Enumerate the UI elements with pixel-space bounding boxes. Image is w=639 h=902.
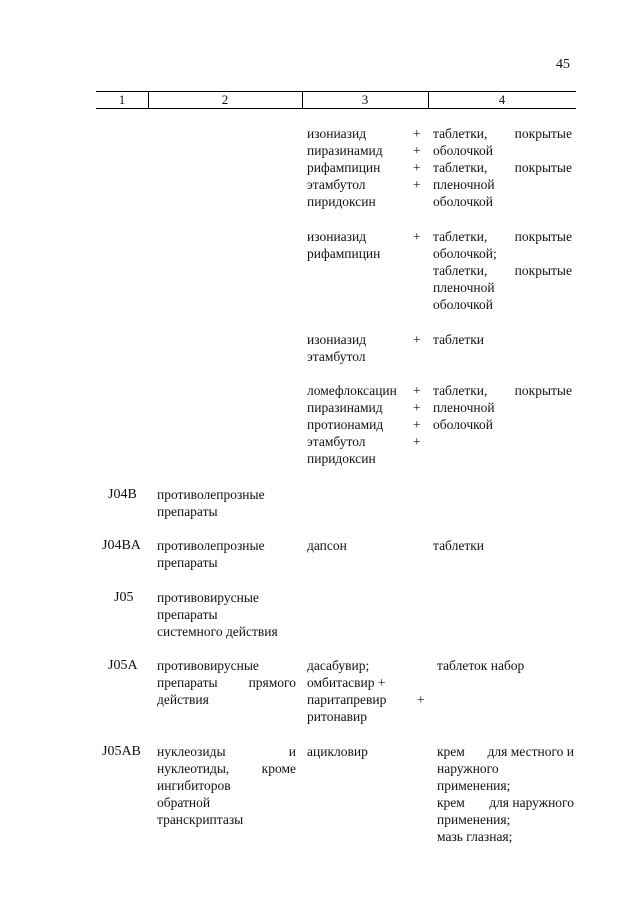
dosage-form-word: покрытые [514, 160, 572, 175]
plus-sign: + [417, 692, 425, 707]
group-name-word: прямого [248, 675, 296, 690]
dosage-form-word: таблетки, [433, 383, 488, 398]
dosage-form-line [433, 382, 572, 399]
substance-name: дасабувир; [307, 658, 370, 673]
dosage-form-word: покрытые [514, 263, 572, 278]
dosage-form-word: таблетки, [433, 126, 488, 141]
substance-name: дапсон [307, 538, 347, 553]
dosage-form-line: оболочкой [433, 194, 493, 209]
dosage-form-line: пленочной [433, 400, 495, 415]
substance-name: пиразинамид [307, 143, 383, 158]
plus-sign: + [413, 383, 421, 398]
group-name-line: транскриптазы [157, 812, 244, 827]
group-name-line: противолепрозные [157, 538, 265, 553]
dosage-form-word: покрытые [514, 383, 572, 398]
group-name-word: нуклеотиды, [157, 761, 230, 776]
plus-sign: + [413, 177, 421, 192]
dosage-form-line: применения; [437, 812, 511, 827]
dosage-form-line: таблетки [433, 538, 485, 553]
dosage-form-word: покрытые [514, 229, 572, 244]
dosage-form-line: пленочной [433, 280, 495, 295]
substance-name: этамбутол [307, 177, 366, 192]
substance-name: изониазид [307, 332, 367, 347]
dosage-form-word: таблетки, [433, 160, 488, 175]
group-name-line [157, 760, 296, 777]
dosage-form-line: таблеток набор [437, 658, 525, 673]
dosage-form-word: таблетки, [433, 229, 488, 244]
dosage-form-line: оболочкой [433, 417, 493, 432]
dosage-form-line [433, 159, 572, 176]
dosage-form-line [433, 125, 572, 142]
group-name-line: препараты [157, 504, 218, 519]
dosage-form-line [437, 743, 574, 760]
atc-code: J05A [108, 658, 138, 673]
group-name-line [157, 674, 296, 691]
group-name-line [157, 743, 296, 760]
dosage-form-line [433, 262, 572, 279]
group-name-word: и [288, 744, 296, 759]
header-col-2: 2 [221, 92, 229, 107]
substance-name: изониазид [307, 229, 367, 244]
group-name-word: нуклеозиды [157, 744, 226, 759]
plus-sign: + [413, 332, 421, 347]
dosage-form-line [433, 228, 572, 245]
dosage-form-line: пленочной [433, 177, 495, 192]
dosage-form-line: применения; [437, 778, 511, 793]
dosage-form-line: наружного [437, 761, 499, 776]
group-name-line: ингибиторов [157, 778, 231, 793]
group-name-word: кроме [261, 761, 296, 776]
substance-name: этамбутол [307, 434, 366, 449]
dosage-form-word: крем [437, 795, 465, 810]
dosage-form-line: оболочкой [433, 297, 493, 312]
dosage-form-word: покрытые [514, 126, 572, 141]
substance-name: омбитасвир + [307, 675, 386, 690]
group-name-word: препараты [157, 675, 218, 690]
dosage-form-line: оболочкой [433, 143, 493, 158]
group-name-line: действия [157, 692, 209, 707]
plus-sign: + [413, 160, 421, 175]
substance-name: рифампицин [307, 246, 381, 261]
atc-code: J04BA [102, 538, 141, 553]
dosage-form-word: крем [437, 744, 465, 759]
plus-sign: + [413, 126, 421, 141]
group-name-line: противолепрозные [157, 487, 265, 502]
dosage-form-word: для местного и [487, 744, 574, 759]
atc-code: J04B [108, 487, 137, 502]
group-name-line: препараты [157, 607, 218, 622]
substance-name: пиридоксин [307, 194, 376, 209]
dosage-form-line: оболочкой; [433, 246, 497, 261]
page-number: 45 [556, 57, 570, 72]
group-name-line: противовирусные [157, 658, 259, 673]
dosage-form-line: таблетки [433, 332, 485, 347]
atc-code: J05 [114, 590, 134, 605]
substance-name: протионамид [307, 417, 384, 432]
dosage-form-line: мазь глазная; [437, 829, 513, 844]
group-name-line: обратной [157, 795, 211, 810]
substance-name: этамбутол [307, 349, 366, 364]
substance-name: ацикловир [307, 744, 368, 759]
plus-sign: + [413, 417, 421, 432]
plus-sign: + [413, 434, 421, 449]
header-col-3: 3 [361, 92, 369, 107]
substance-name: пиридоксин [307, 451, 376, 466]
substance-name: изониазид [307, 126, 367, 141]
plus-sign: + [413, 229, 421, 244]
plus-sign: + [413, 400, 421, 415]
substance-name: паритапревир [307, 692, 387, 707]
substance-name: рифампицин [307, 160, 381, 175]
plus-sign: + [413, 143, 421, 158]
header-col-4: 4 [498, 92, 506, 107]
dosage-form-line [437, 794, 574, 811]
dosage-form-word: для наружного [489, 795, 574, 810]
substance-name: ритонавир [307, 709, 368, 724]
dosage-form-word: таблетки, [433, 263, 488, 278]
group-name-line: противовирусные [157, 590, 259, 605]
substance-name: ломефлоксацин [307, 383, 397, 398]
table-header-bottom-rule [96, 108, 576, 109]
atc-code: J05AB [102, 744, 141, 759]
group-name-line: системного действия [157, 624, 278, 639]
header-col-1: 1 [118, 92, 126, 107]
group-name-line: препараты [157, 555, 218, 570]
substance-name: пиразинамид [307, 400, 383, 415]
